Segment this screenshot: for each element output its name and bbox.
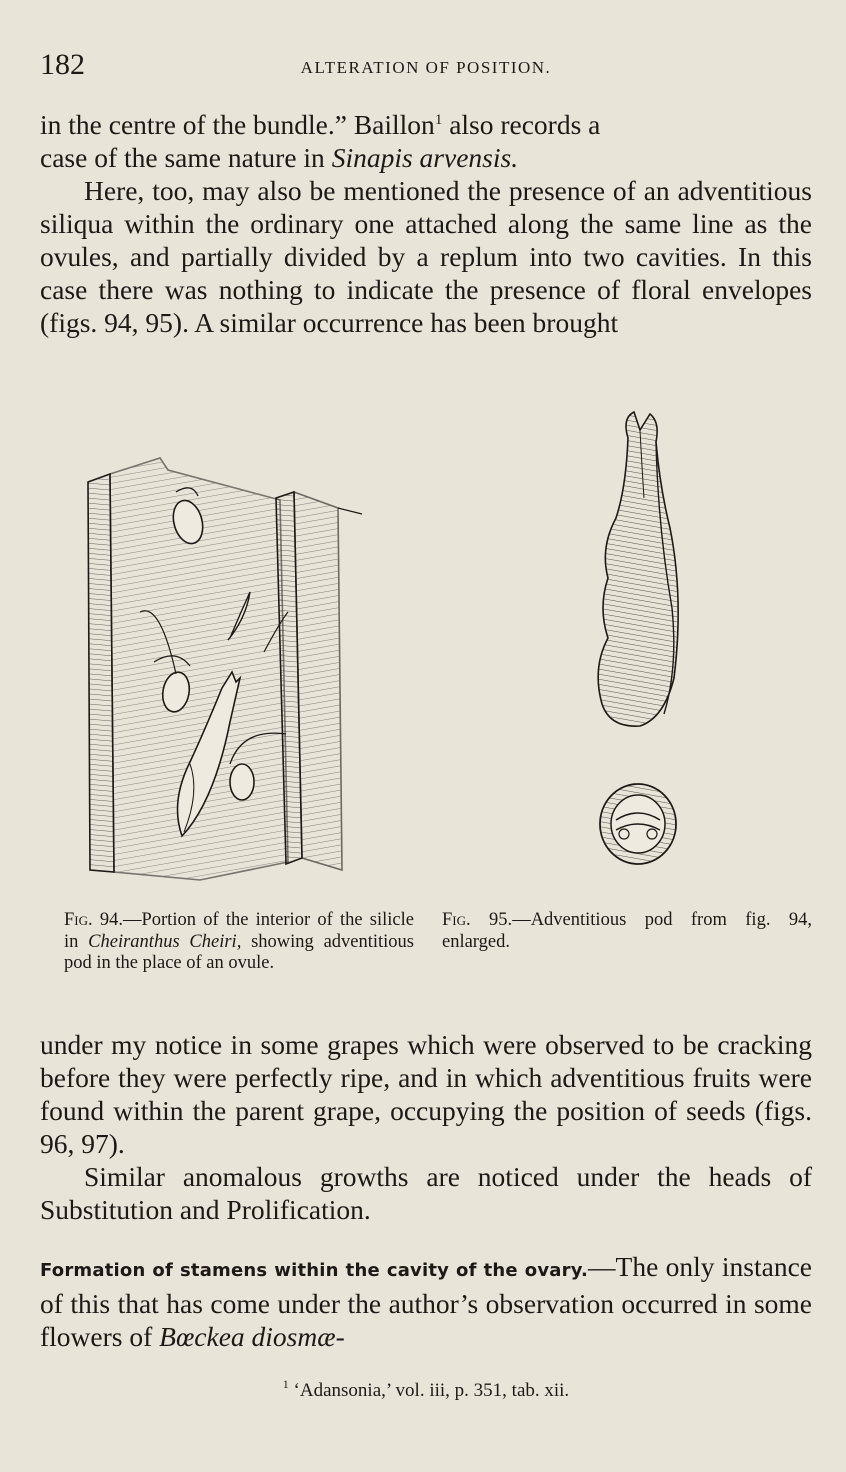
species-name: Bœckea diosmæ- — [159, 1321, 345, 1352]
species-name: Cheiranthus Cheiri, — [88, 931, 242, 952]
paragraph-1 — [40, 108, 812, 174]
paragraph-2: Here, too, may also be mentioned the presence of an adventitious siliqua within the ordinary one attached along the same line as the ovules, and partially divided by a replum into two cavities. In this case there was nothing to indicate the presence of floral envelopes (figs. 94, 95). A similar occurrence has been brought — [40, 175, 812, 338]
text-run: in the centre of the bundle.” Baillon — [40, 109, 435, 140]
caption-text: —Portion of the interior of the silicle in — [64, 910, 414, 952]
fig-95-label: Fig. 95. — [442, 910, 513, 930]
fig-94-label: Fig. 94. — [64, 910, 123, 930]
top-text-block — [40, 108, 812, 339]
species-name: Sinapis arvensis. — [331, 142, 519, 173]
paragraph-3: under my notice in some grapes which were observed to be cracking before they were perfectly ripe, and in which adventitious fruits were found within the parent grape, occupying the position of seeds (figs. 96, 97). — [40, 1029, 812, 1159]
fig-95-illustration — [588, 408, 728, 898]
fig-94-caption — [64, 910, 414, 975]
footnote — [40, 1377, 812, 1402]
caption-text: —Adventitious pod from fig. 94, enlarged. — [442, 910, 812, 952]
paragraph-5 — [40, 1250, 812, 1353]
footnote-ref: 1 — [434, 112, 443, 128]
page-number: 182 — [40, 48, 85, 81]
caption-text: showing adventitious pod in the place of an ovule. — [64, 931, 414, 973]
text-run: also records a — [442, 109, 601, 140]
running-head: ALTERATION OF POSITION. — [300, 58, 552, 77]
page-header — [40, 46, 812, 86]
footnote-marker: 1 — [282, 1377, 289, 1391]
bottom-text-block — [40, 1028, 812, 1353]
figure-area — [40, 400, 812, 973]
fig-95-caption — [442, 910, 812, 953]
fig-94-illustration — [80, 452, 410, 892]
section-title: Formation of stamens within the cavity of the ovary. — [40, 1260, 589, 1281]
paragraph-4: Similar anomalous growths are noticed under the heads of Substitution and Prolification. — [40, 1161, 812, 1225]
footnote-text: ‘Adansonia,’ vol. iii, p. 351, tab. xii. — [288, 1380, 570, 1401]
text-run: case of the same nature in — [40, 142, 332, 173]
text-run: —The only instance of this that has come under the author’s observation occurred in some flowers of — [40, 1251, 813, 1352]
